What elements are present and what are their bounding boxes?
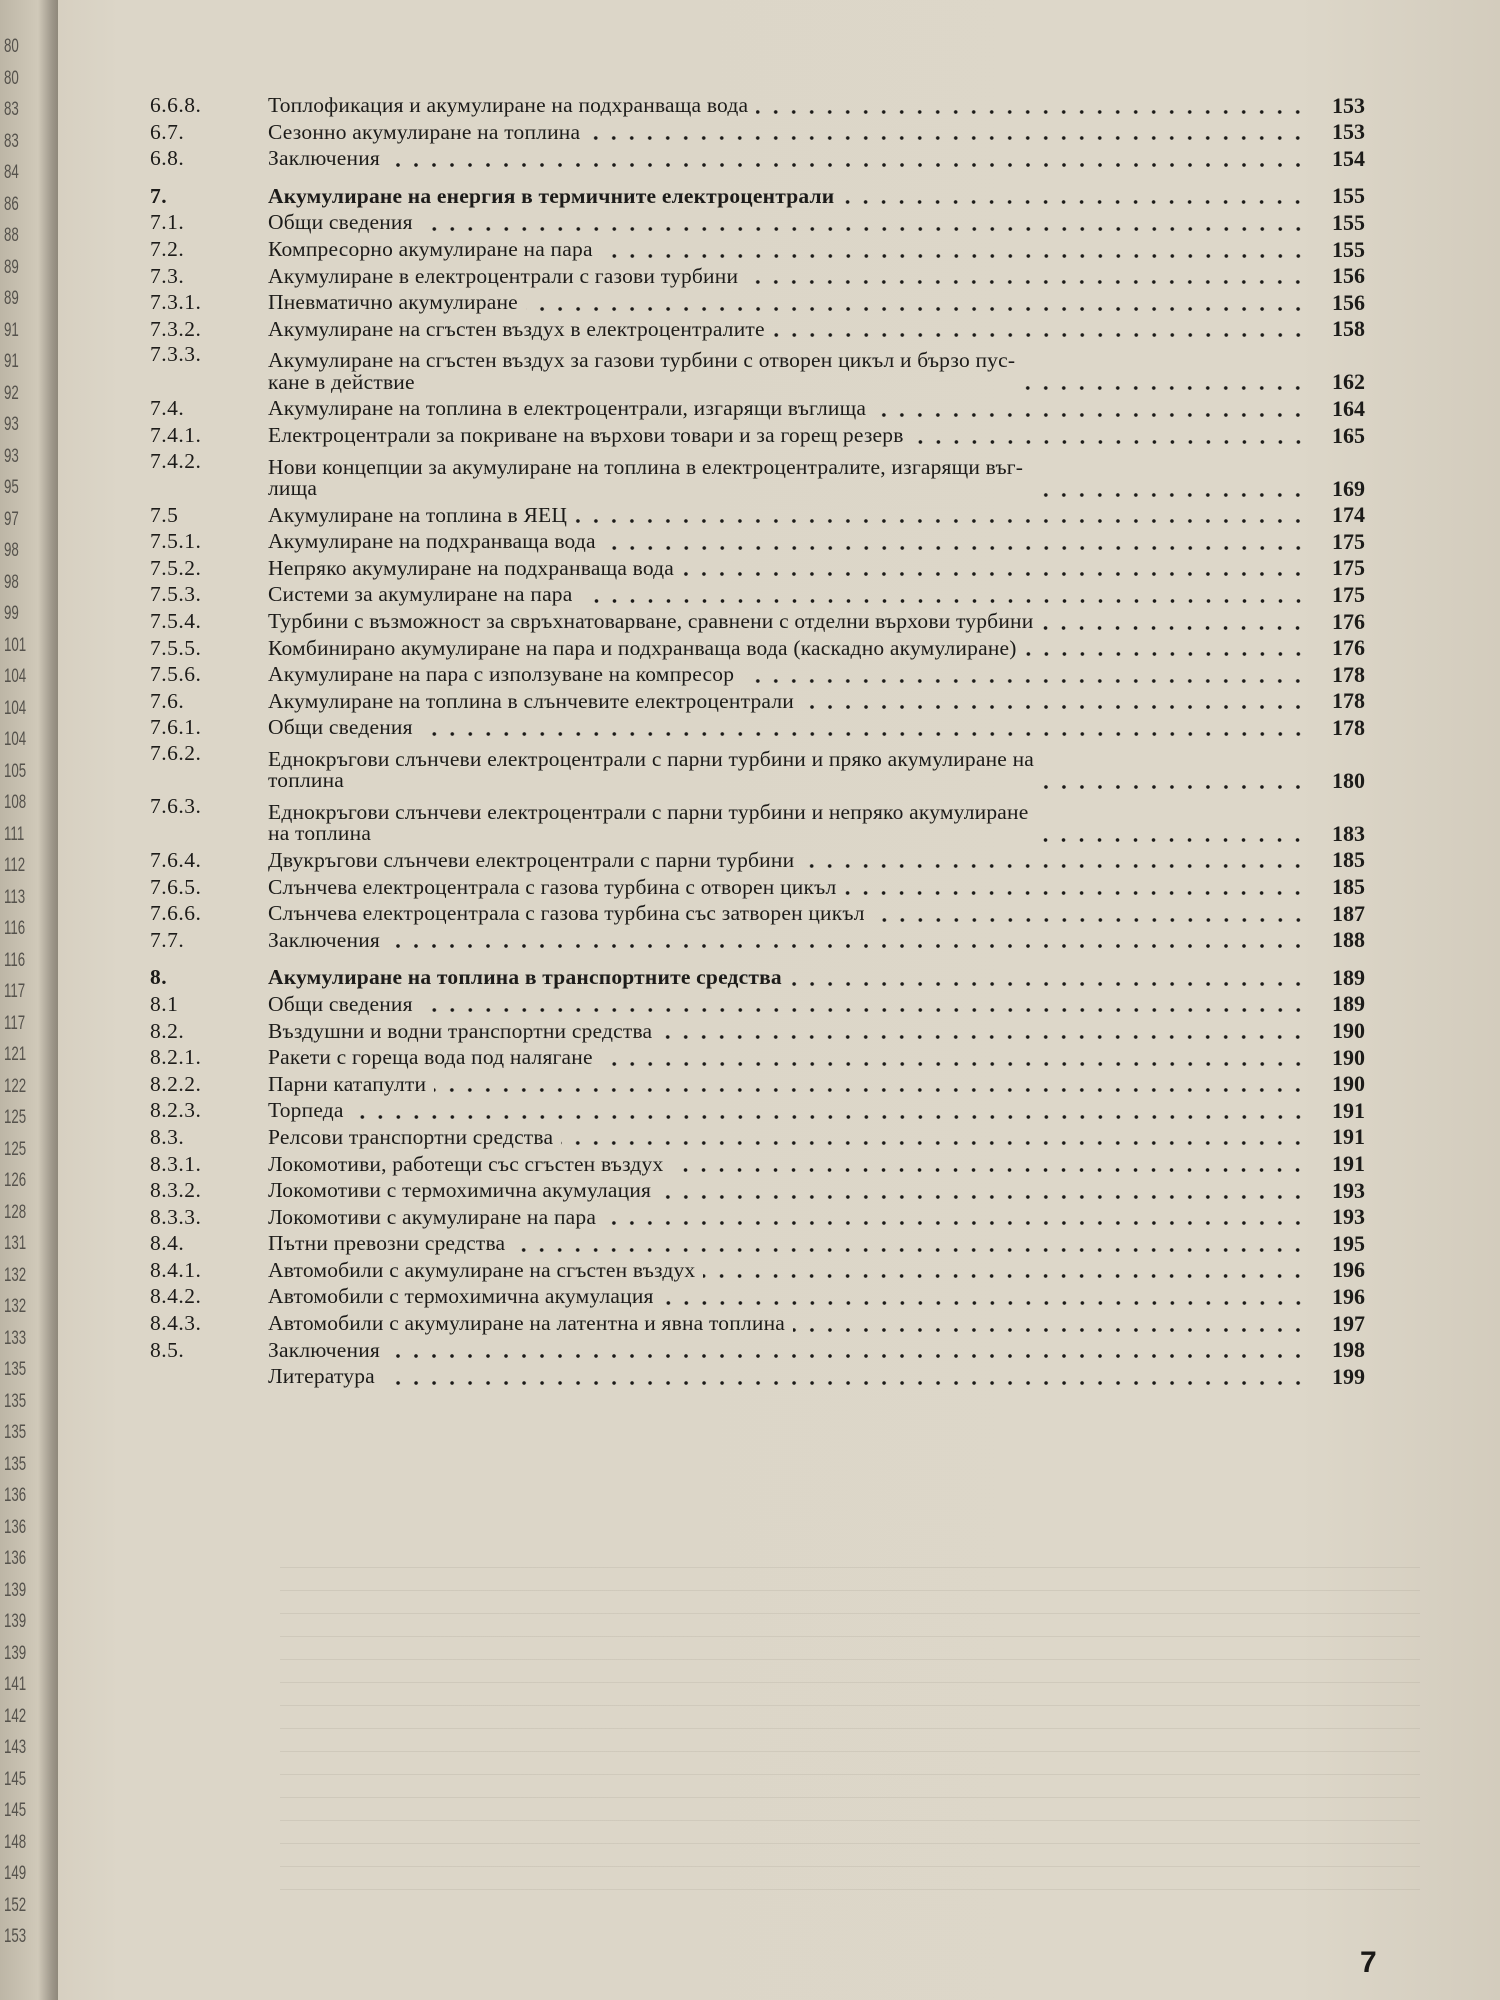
- facing-page-number: 105: [4, 760, 27, 782]
- toc-entry-page: 165: [1332, 422, 1365, 448]
- facing-page-number: 112: [4, 855, 26, 876]
- dot-leader: [352, 1114, 1307, 1120]
- toc-entry-page: 195: [1332, 1230, 1365, 1256]
- toc-entry-title: Автомобили с акумулиране на сгъстен въздух: [268, 1257, 696, 1282]
- toc-entry-title: Еднокръгови слънчеви електроцентрали с парни турбини и непряко акумулиране на топлина: [268, 799, 1029, 846]
- toc-entry: [150, 1310, 1365, 1337]
- toc-entry: [150, 92, 1365, 119]
- toc-entry: [150, 555, 1365, 582]
- toc-entry-title: Пневматично акумулиране: [268, 290, 518, 315]
- toc-entry-page: 187: [1332, 900, 1365, 926]
- dot-leader: [1023, 385, 1307, 391]
- toc-entry-title: Автомобили с термохимична акумулация: [268, 1284, 654, 1309]
- facing-page-number: 136: [4, 1485, 27, 1506]
- toc-entry-number: 7.6.2.: [150, 740, 202, 765]
- facing-page-number: 97: [4, 508, 19, 530]
- facing-page-number: 93: [4, 445, 19, 467]
- toc-entry: [150, 1124, 1365, 1151]
- facing-page-number: 91: [4, 319, 19, 341]
- toc-entry-title: Акумулиране на сгъстен въздух за газови турбини с отворен цикъл и бързо пус- кане в действие: [268, 348, 1016, 394]
- facing-page-number: 135: [4, 1390, 27, 1412]
- toc-entry-number: 7.3.: [150, 263, 185, 288]
- facing-page-number: 116: [4, 949, 26, 971]
- toc-entry: [150, 964, 1365, 991]
- toc-entry: [150, 1257, 1365, 1284]
- dot-leader: [1036, 837, 1307, 843]
- toc-entry-number: 7.5.3.: [150, 582, 202, 607]
- facing-page-number: 131: [4, 1233, 27, 1254]
- facing-page-number: 108: [4, 792, 27, 813]
- toc-entry-title: Електроцентрали за покриване на върхови товари и за горещ резерв: [268, 423, 904, 448]
- toc-entry: [150, 1363, 1365, 1390]
- toc-entry-title: Акумулиране на енергия в термичните електроцентрали: [268, 183, 835, 208]
- toc-entry-page: 176: [1332, 635, 1365, 661]
- toc-entry-page: 190: [1332, 1018, 1365, 1044]
- facing-page-number: 89: [4, 288, 19, 309]
- dot-leader: [434, 1087, 1307, 1093]
- toc-entry-number: 7.5.1.: [150, 529, 202, 554]
- dot-leader: [1025, 651, 1307, 657]
- toc-entry: [150, 209, 1365, 236]
- facing-page-number: 83: [4, 130, 19, 152]
- toc-entry-number: 7.6.5.: [150, 874, 202, 899]
- toc-entry: [150, 449, 1365, 502]
- facing-page-number: 83: [4, 99, 19, 120]
- toc-entry-title: Ракети с гореща вода под налягане: [268, 1045, 593, 1070]
- toc-entry-page: 154: [1332, 145, 1365, 171]
- dot-leader: [802, 704, 1307, 710]
- toc-entry-number: 8.4.3.: [150, 1311, 202, 1336]
- toc-entry-number: 8.4.1.: [150, 1257, 202, 1282]
- facing-page-number: 126: [4, 1170, 27, 1191]
- toc-entry-page: 174: [1332, 502, 1365, 528]
- facing-page-number: 121: [4, 1044, 27, 1065]
- facing-page-number: 116: [4, 918, 26, 939]
- toc-entry: [150, 1204, 1365, 1231]
- facing-page-number: 125: [4, 1107, 27, 1128]
- dot-leader: [802, 863, 1307, 869]
- dot-leader: [746, 279, 1307, 285]
- facing-page-number: 104: [4, 729, 27, 750]
- facing-page-number: 133: [4, 1327, 27, 1349]
- toc-entry-page: 175: [1332, 555, 1365, 581]
- toc-entry-title: Комбинирано акумулиране на пара и подхранваща вода (каскадно акумулиране): [268, 635, 1017, 660]
- toc-entry-page: 189: [1332, 964, 1365, 990]
- dot-leader: [790, 981, 1307, 987]
- toc-entry: [150, 661, 1365, 688]
- toc-entry: [150, 635, 1365, 662]
- facing-page-number: 84: [4, 162, 19, 183]
- toc-entry-number: 7.6.1.: [150, 715, 202, 740]
- dot-leader: [601, 1061, 1307, 1067]
- toc-entry-title: Системи за акумулиране на пара: [268, 582, 573, 607]
- dot-leader: [703, 1273, 1307, 1279]
- toc-entry-title: Сезонно акумулиране на топлина: [268, 119, 581, 144]
- facing-page-number: 122: [4, 1075, 27, 1097]
- toc-entry-title: Общи сведения: [268, 210, 413, 235]
- toc-entry: [150, 581, 1365, 608]
- toc-entry-page: 155: [1332, 183, 1365, 209]
- dot-leader: [575, 518, 1307, 524]
- toc-entry-number: 7.6.3.: [150, 793, 202, 818]
- toc-entry: [150, 1097, 1365, 1124]
- dot-leader: [513, 1247, 1307, 1253]
- toc-entry-page: 199: [1332, 1363, 1365, 1389]
- toc-entry-page: 178: [1332, 714, 1365, 740]
- toc-entry-number: 8.4.: [150, 1231, 185, 1256]
- facing-page-number: 152: [4, 1894, 27, 1916]
- dot-leader: [660, 1034, 1307, 1040]
- facing-page-number: 142: [4, 1705, 27, 1727]
- facing-page-number: 136: [4, 1548, 27, 1569]
- toc-entry: [150, 1230, 1365, 1257]
- toc-entry-page: 178: [1332, 688, 1365, 714]
- facing-page-number: 89: [4, 256, 19, 278]
- facing-page-numbers: [0, 36, 44, 1996]
- toc-entry-title: Заключения: [268, 146, 380, 171]
- toc-entry-number: 7.1.: [150, 210, 185, 235]
- dot-leader: [604, 545, 1307, 551]
- toc-entry-page: 155: [1332, 236, 1365, 262]
- toc-entry: [150, 145, 1365, 172]
- toc-entry-page: 191: [1332, 1151, 1365, 1176]
- toc-entry-title: Компресорно акумулиране на пара: [268, 237, 593, 262]
- toc-entry-title: Общи сведения: [268, 715, 413, 740]
- dot-leader: [383, 1380, 1307, 1386]
- toc-entry-number: 8.2.1.: [150, 1045, 202, 1070]
- toc-entry: [150, 1283, 1365, 1310]
- facing-page-number: 98: [4, 571, 19, 593]
- facing-page-number: 88: [4, 225, 19, 246]
- facing-page-number: 139: [4, 1611, 27, 1632]
- toc-entry-page: 189: [1332, 991, 1365, 1017]
- dot-leader: [912, 439, 1307, 445]
- toc-entry: [150, 1017, 1365, 1044]
- toc-entry: [150, 236, 1365, 263]
- toc-entry-page: 155: [1332, 209, 1365, 235]
- toc-entry-page: 196: [1332, 1257, 1365, 1283]
- toc-entry-number: 6.6.8.: [150, 93, 202, 118]
- toc-entry-number: 6.8.: [150, 146, 185, 171]
- dot-leader: [659, 1194, 1307, 1200]
- toc-entry-page: 198: [1332, 1337, 1365, 1363]
- dot-leader: [1042, 784, 1307, 790]
- toc-entry-page: 190: [1332, 1071, 1365, 1097]
- facing-page-number: 128: [4, 1201, 27, 1223]
- toc-entry: [150, 528, 1365, 555]
- toc-entry-number: 7.3.1.: [150, 290, 202, 315]
- toc-entry-page: 197: [1332, 1310, 1365, 1336]
- toc-entry-title: Литература: [268, 1364, 375, 1389]
- dot-leader: [588, 135, 1307, 141]
- toc-entry-number: 8.3.3.: [150, 1204, 202, 1229]
- toc-entry-title: Акумулиране в електроцентрали с газови турбини: [268, 263, 739, 288]
- toc-entry-title: Акумулиране на пара с използуване на компресор: [268, 662, 735, 687]
- toc-entry-number: 7.4.: [150, 396, 185, 421]
- facing-page-number: 132: [4, 1296, 27, 1317]
- dot-leader: [421, 1007, 1307, 1013]
- dot-leader: [874, 412, 1307, 418]
- facing-page-number: 95: [4, 477, 19, 498]
- toc-entry-title: Релсови транспортни средства: [268, 1124, 554, 1149]
- dot-leader: [756, 109, 1307, 115]
- dot-leader: [388, 943, 1307, 949]
- toc-entry-number: 7.6.: [150, 688, 185, 713]
- toc-entry-number: 7.4.1.: [150, 423, 202, 448]
- toc-entry-page: 196: [1332, 1283, 1365, 1309]
- toc-entry-title: Еднокръгови слънчеви електроцентрали с парни турбини и пряко акумулиране на топлина: [268, 746, 1035, 793]
- toc-entry: [150, 608, 1365, 635]
- toc-entry: [150, 741, 1365, 794]
- toc-entry-title: Пътни превозни средства: [268, 1231, 506, 1256]
- toc-entry-number: 6.7.: [150, 119, 185, 144]
- toc-entry-number: 7.7.: [150, 927, 185, 952]
- toc-entry-number: 8.2.2.: [150, 1071, 202, 1096]
- facing-page-number: 135: [4, 1359, 27, 1380]
- facing-page-number: 101: [4, 634, 27, 656]
- facing-page-number: 139: [4, 1642, 27, 1664]
- facing-page-number: 86: [4, 193, 19, 215]
- facing-page-number: 80: [4, 36, 19, 57]
- toc-entry-title: Акумулиране на топлина в електроцентрали, изгарящи въглища: [268, 396, 867, 421]
- dot-leader: [682, 571, 1307, 577]
- toc-entry: [150, 316, 1365, 343]
- facing-page-number: 132: [4, 1264, 27, 1286]
- toc-entry-page: 175: [1332, 528, 1365, 554]
- toc-entry-page: 178: [1332, 661, 1365, 687]
- toc-entry-title: Турбини с възможност за свръхнатоварване, сравнени с отделни върхови турбини: [268, 609, 1034, 633]
- facing-page-number: 80: [4, 67, 19, 89]
- dot-leader: [601, 253, 1307, 259]
- toc-entry-title: Акумулиране на топлина в ЯЕЦ: [268, 502, 568, 527]
- facing-page-number: 104: [4, 697, 27, 719]
- toc-entry-page: 190: [1332, 1044, 1365, 1070]
- dot-leader: [842, 199, 1307, 205]
- facing-page-number: 91: [4, 351, 19, 372]
- toc-entry-title: Акумулиране на топлина в слънчевите електроцентрали: [268, 688, 794, 713]
- toc-entry-title: Общи сведения: [268, 991, 413, 1016]
- dot-leader: [561, 1140, 1307, 1146]
- toc-entry: [150, 1150, 1365, 1177]
- toc-entry-page: 191: [1332, 1124, 1365, 1150]
- toc-entry-title: Акумулиране на сгъстен въздух в електроцентралите: [268, 316, 765, 341]
- toc-entry-title: Нови концепции за акумулиране на топлина в електроцентралите, изгарящи въг- лища: [268, 454, 1024, 501]
- toc-entry: [150, 873, 1365, 900]
- toc-entry: [150, 1071, 1365, 1098]
- toc-entry: [150, 714, 1365, 741]
- facing-page-number: 104: [4, 666, 27, 687]
- toc-entry-title: Парни катапулти: [268, 1071, 427, 1096]
- toc-entry-number: 8.: [150, 965, 168, 990]
- dot-leader: [1031, 492, 1307, 498]
- toc-entry-page: 156: [1332, 289, 1365, 315]
- toc-entry-page: 153: [1332, 92, 1365, 118]
- toc-entry-number: 8.2.3.: [150, 1098, 202, 1123]
- toc-entry-number: 8.3.: [150, 1124, 185, 1149]
- toc-entry-title: Локомотиви с термохимична акумулация: [268, 1178, 652, 1203]
- toc-entry-page: 183: [1332, 820, 1365, 846]
- dot-leader: [844, 890, 1307, 896]
- toc-entry-page: 153: [1332, 119, 1365, 145]
- toc-entry-page: 188: [1332, 927, 1365, 953]
- toc-entry-number: 8.5.: [150, 1337, 185, 1362]
- toc-entry-page: 169: [1332, 475, 1365, 501]
- toc-entry-title: Локомотиви с акумулиране на пара: [268, 1204, 597, 1229]
- toc-entry-title: Въздушни и водни транспортни средства: [268, 1018, 653, 1043]
- facing-page-number: 117: [4, 981, 26, 1002]
- toc-entry-number: 7.5.2.: [150, 555, 202, 580]
- toc-entry: [150, 1177, 1365, 1204]
- toc-entry-number: 7.: [150, 183, 168, 208]
- facing-page-number: 125: [4, 1138, 27, 1160]
- dot-leader: [421, 226, 1307, 232]
- toc-entry: [150, 991, 1365, 1018]
- toc-entry-number: 7.5: [150, 502, 179, 527]
- toc-entry: [150, 900, 1365, 927]
- facing-page-number: 148: [4, 1831, 27, 1853]
- facing-page-number: 143: [4, 1737, 27, 1758]
- toc-entry: [150, 847, 1365, 874]
- toc-entry: [150, 289, 1365, 316]
- toc-entry-page: 158: [1332, 316, 1365, 342]
- toc-entry: [150, 119, 1365, 146]
- facing-page-number: 136: [4, 1516, 27, 1538]
- toc-entry-title: Акумулиране на подхранваща вода: [268, 529, 596, 554]
- toc-entry-page: 185: [1332, 874, 1365, 900]
- facing-page-number: 135: [4, 1453, 27, 1475]
- facing-page-number: 135: [4, 1422, 27, 1443]
- table-of-contents: [150, 92, 1365, 1390]
- dot-leader: [581, 598, 1307, 604]
- toc-entry-title: Двукръгови слънчеви електроцентрали с парни турбини: [268, 847, 795, 872]
- facing-page-number: 139: [4, 1579, 27, 1601]
- dot-leader: [793, 1327, 1307, 1333]
- toc-entry-title: Заключения: [268, 1337, 380, 1362]
- toc-entry-page: 193: [1332, 1177, 1365, 1203]
- facing-page-number: 113: [4, 886, 26, 908]
- toc-entry-number: 8.3.1.: [150, 1151, 202, 1176]
- dot-leader: [742, 678, 1307, 684]
- facing-page-number: 141: [4, 1674, 27, 1695]
- dot-leader: [662, 1300, 1307, 1306]
- toc-entry: [150, 395, 1365, 422]
- dot-leader: [388, 1353, 1307, 1359]
- facing-page-number: 149: [4, 1863, 27, 1884]
- toc-entry-page: 175: [1332, 581, 1365, 607]
- toc-entry-page: 162: [1332, 369, 1365, 395]
- toc-entry: [150, 1044, 1365, 1071]
- toc-entry-number: 8.4.2.: [150, 1284, 202, 1309]
- toc-entry: [150, 422, 1365, 449]
- toc-entry-title: Торпеда: [268, 1098, 344, 1123]
- toc-entry-title: Непряко акумулиране на подхранваща вода: [268, 555, 675, 580]
- dot-leader: [1041, 625, 1307, 631]
- facing-page-number: 98: [4, 540, 19, 561]
- toc-entry: [150, 183, 1365, 210]
- toc-entry-number: 7.6.6.: [150, 901, 202, 926]
- toc-entry: [150, 688, 1365, 715]
- facing-page-number: 145: [4, 1768, 27, 1790]
- page-number: 7: [1360, 1946, 1377, 1979]
- toc-entry-page: 176: [1332, 608, 1365, 634]
- dot-leader: [773, 332, 1307, 338]
- toc-entry-page: 191: [1332, 1097, 1365, 1123]
- toc-entry-title: Автомобили с акумулиране на латентна и явна топлина: [268, 1311, 786, 1336]
- facing-page-number: 93: [4, 414, 19, 435]
- toc-entry: [150, 1337, 1365, 1364]
- toc-entry-title: Слънчева електроцентрала с газова турбина със затворен цикъл: [268, 901, 865, 926]
- toc-entry-number: 7.2.: [150, 237, 185, 262]
- toc-entry-page: 193: [1332, 1204, 1365, 1230]
- toc-entry-title: Локомотиви, работещи със сгъстен въздух: [268, 1151, 664, 1176]
- facing-page-number: 92: [4, 382, 19, 404]
- dot-leader: [873, 917, 1307, 923]
- facing-page-number: 111: [4, 823, 25, 845]
- toc-entry-number: 7.3.3.: [150, 342, 202, 367]
- toc-entry-title: Заключения: [268, 927, 380, 952]
- dot-leader: [388, 162, 1307, 168]
- toc-entry: [150, 342, 1365, 395]
- toc-entry: [150, 927, 1365, 954]
- toc-entry-page: 164: [1332, 395, 1365, 421]
- toc-entry-title: Акумулиране на топлина в транспортните средства: [268, 965, 782, 990]
- toc-entry-number: 7.6.4.: [150, 847, 202, 872]
- dot-leader: [671, 1167, 1307, 1173]
- toc-entry-number: 8.1: [150, 991, 179, 1016]
- toc-entry-number: 7.4.2.: [150, 448, 202, 473]
- toc-entry: [150, 502, 1365, 529]
- dot-leader: [526, 306, 1307, 312]
- toc-entry-number: [150, 1388, 268, 1390]
- toc-entry-number: 7.3.2.: [150, 316, 202, 341]
- facing-page-number: 145: [4, 1800, 27, 1821]
- toc-entry: [150, 263, 1365, 290]
- toc-entry-number: 8.2.: [150, 1018, 185, 1043]
- facing-page-number: 153: [4, 1926, 27, 1947]
- toc-entry-number: 7.5.5.: [150, 635, 202, 660]
- bleed-through-text: [280, 1545, 1420, 1890]
- toc-entry-page: 156: [1332, 263, 1365, 289]
- toc-entry-title: Слънчева електроцентрала с газова турбина с отворен цикъл: [268, 874, 837, 899]
- dot-leader: [421, 731, 1307, 737]
- toc-entry-number: 7.5.4.: [150, 609, 202, 633]
- toc-entry: [150, 794, 1365, 847]
- toc-entry-page: 185: [1332, 847, 1365, 873]
- toc-entry-title: Топлофикация и акумулиране на подхранваща вода: [268, 93, 749, 118]
- facing-page-number: 117: [4, 1012, 26, 1034]
- toc-entry-page: 180: [1332, 767, 1365, 793]
- toc-entry-number: 8.3.2.: [150, 1178, 202, 1203]
- dot-leader: [604, 1220, 1307, 1226]
- facing-page-number: 99: [4, 603, 19, 624]
- toc-entry-number: 7.5.6.: [150, 662, 202, 687]
